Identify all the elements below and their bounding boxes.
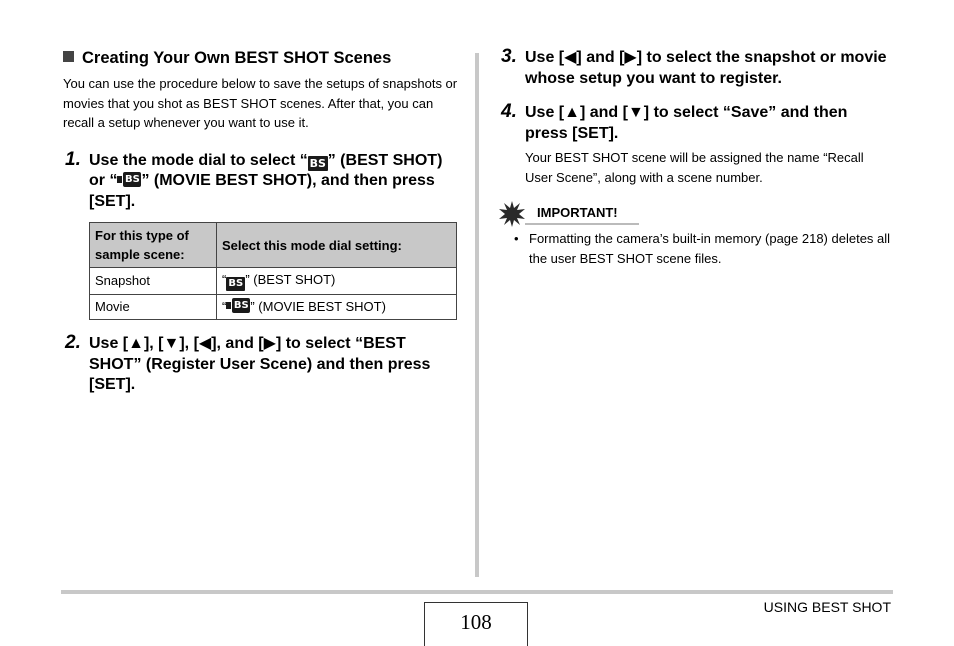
page-number-box	[424, 602, 528, 646]
step-number: 4.	[501, 101, 517, 122]
table-cell-setting: “ BS ” (BEST SHOT)	[217, 268, 457, 295]
step-2-text: Use [▲], [▼], [◀], and [▶] to select “BEST SHOT” (Register User Scene) and then press [SET].	[89, 335, 431, 393]
step-2	[63, 334, 458, 396]
list-item: • Formatting the camera’s built-in memory (page 218) deletes all the user BEST SHOT scene files.	[529, 229, 894, 269]
movie-best-shot-icon: BS	[117, 172, 141, 187]
starburst-icon	[499, 201, 525, 227]
step-3	[499, 48, 894, 89]
table-row	[90, 268, 457, 295]
left-column	[63, 48, 458, 396]
step-number: 3.	[501, 46, 517, 67]
right-column	[499, 48, 894, 269]
intro-paragraph: You can use the procedure below to save the setups of snapshots or movies that you shot as BEST SHOT scenes. After that, you can recall a setup whenever you want to use it.	[63, 76, 458, 130]
table-row	[90, 295, 457, 320]
square-bullet-icon	[63, 51, 74, 62]
column-divider	[475, 53, 479, 577]
table-header-scene: For this type of sample scene:	[90, 223, 217, 268]
important-label: IMPORTANT!	[537, 205, 618, 220]
table-header-setting: Select this mode dial setting:	[217, 223, 457, 268]
best-shot-icon: BS	[226, 277, 245, 291]
step-4-text: Use [▲] and [▼] to select “Save” and then press [SET].	[525, 104, 848, 142]
important-underline	[525, 223, 639, 225]
step-number: 1.	[65, 148, 81, 170]
section-heading: Creating Your Own BEST SHOT Scenes	[63, 48, 458, 68]
table-header-row	[90, 223, 457, 268]
movie-best-shot-icon: BS	[226, 298, 250, 313]
footer-divider	[61, 590, 893, 594]
step-4-body: Your BEST SHOT scene will be assigned the name “Recall User Scene”, along with a scene number.	[525, 150, 864, 185]
page-number: 108	[460, 610, 492, 634]
important-notice	[499, 201, 894, 227]
step-3-text: Use [◀] and [▶] to select the snapshot or movie whose setup you want to register.	[525, 49, 887, 87]
best-shot-icon: BS	[309, 156, 326, 170]
footer-section-title: USING BEST SHOT	[763, 599, 891, 615]
table-cell-scene: Movie	[90, 295, 217, 320]
table-cell-setting: “ BS ” (MOVIE BEST SHOT)	[217, 295, 457, 320]
step-1	[63, 148, 458, 321]
step-1-text: Use the mode dial to select “ BS ” (BEST SHOT) or “ BS ” (MOVIE BEST SHOT), and then press [SET].	[89, 151, 443, 210]
table-cell-scene: Snapshot	[90, 268, 217, 295]
step-4	[499, 103, 894, 187]
scene-table	[89, 222, 457, 320]
important-list	[499, 229, 894, 269]
step-number: 2.	[65, 332, 81, 353]
